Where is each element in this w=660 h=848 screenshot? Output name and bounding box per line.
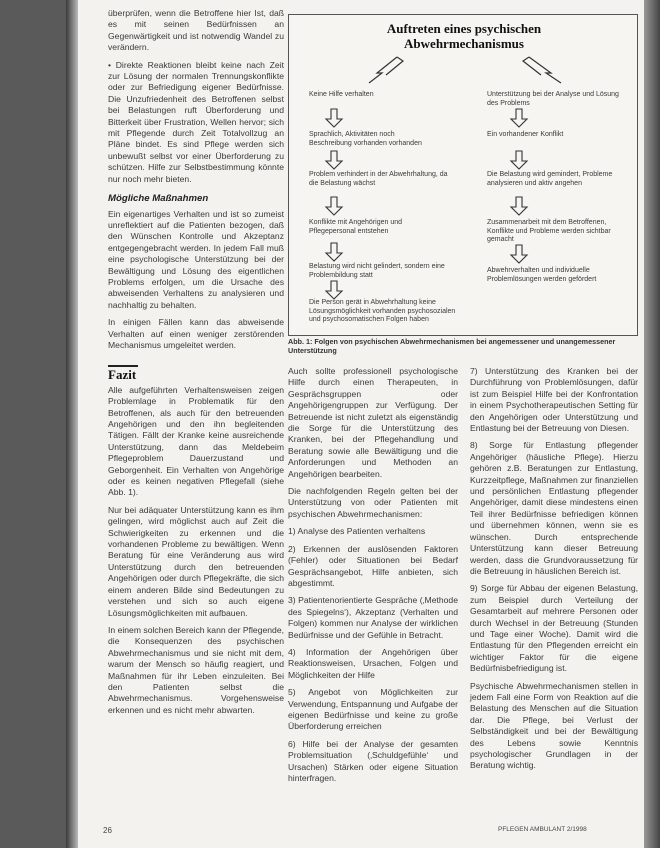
rule-item-1: 1) Analyse des Patienten verhaltens [288, 526, 426, 537]
document-page [78, 0, 644, 848]
page-number: 26 [103, 826, 112, 835]
down-arrow-icon [326, 243, 342, 261]
right-node-0: Unterstützung bei der Analyse und Lösung des Problems [487, 91, 619, 107]
intro-paragraph: überprüfen, wenn die Betroffene hier Ist, daß es mit seinen Bedürfnissen an Gegenwärtigkeit und ist notwendig Wandel zu verändern. [108, 8, 284, 53]
rule-item-2: 2) Erkennen der auslösenden Faktoren (Fehler) oder Situationen bei Bedarf Gesprächsangebot, Hilfe anbieten, sich abgestimmt. [288, 543, 458, 588]
page-edge-shadow [644, 0, 660, 848]
journal-footer: PFLEGEN AMBULANT 2/1998 [498, 826, 587, 833]
down-arrow-icon [326, 281, 342, 299]
arrow-left-diagonal-icon [369, 57, 403, 83]
middle-paragraph-2: Die nachfolgenden Regeln gelten bei der Unterstützung von oder Patienten mit psychischen Abwehrmechanismen: [288, 486, 458, 519]
down-arrow-icon [511, 197, 527, 215]
rule-item-3: 3) Patientenorientierte Gespräche (‚Methode des Spiegelns‘), Akzeptanz (Verhalten und Folgen) kommen nur Analyse der wirklichen Bedürfnisse und der Gefühle in Betracht. [288, 595, 458, 640]
down-arrow-icon [511, 109, 527, 127]
rule-item-8: 8) Sorge für Entlastung pflegender Angehöriger (häusliche Pflege). Hierzu gehören z.B. Beratungen zur Entlastung, Kurzzeitpflege, Maßnahmen zur finanziellen und persönlichen Entlastung pflegender Angehöriger, damit diese mindestens einen Teil ihrer Bedürfnisse befriedigen können und übernehmen können, wenn sie es wünschen. Durch entsprechende Unterstützung kann dieser Betreuung werden, dass die Grundvoraussetzung für die Betreuung in häuslichen Bereich ist. [470, 440, 638, 576]
left-node-0: Keine Hilfe verhalten [309, 91, 374, 98]
fazit-paragraph-1: Alle aufgeführten Verhaltensweisen zeigen Problemlage in Problematik für den Betroffenen, als auch für den betreuenden Angehörigen und den ihn begleitenden Tätigen. Fällt der Kranke keine ausreichende Unterstützung, dann das Meldebeim Pflegeproblem Dauerzustand und Geborgenheit. Ein Verhalten von Angehörige oder es keinen negativen Pflegefall (siehe Abb. 1). [108, 384, 284, 498]
down-arrow-icon [326, 151, 342, 169]
rule-item-9: 9) Sorge für Abbau der eigenen Belastung, zum Beispiel durch Verteilung der Gesamtarbeit auf mehrere Personen oder durch Wechsel in der Betreuung (Stunden und Tage einer Woche). Damit wird die Entlastung für den Pflegenden erreicht ein wichtiger Faktor für die eigene Bedürfnisbefriedigung ist. [470, 583, 638, 674]
fazit-paragraph-2: Nur bei adäquater Unterstützung kann es ihm gelingen, wird möglichst auch auf Zeit die Schwierigkeiten zu erkennen und die vorhandenen Probleme zu bewältigen. Wenn Beratung für eine Veränderung aus wird Unterstützung durch den betreuenden Angehörigen oder durch Pflegekräfte, die sich einem anderen Bilde sind Bedeutungen zu verstehen und sich so auch eigene Lösungsmöglichkeiten mit aufbauen. [108, 504, 284, 618]
left-node-5: Die Person gerät in Abwehrhaltung keine Lösungsmöglichkeit vorhanden psychosozialen und psychosomatischen Folgen haben [309, 299, 456, 324]
closing-paragraph: Psychische Abwehrmechanismen stellen in jedem Fall eine Form von Reaktion auf die Belastung des Menschen auf die Situation dar. Die Pflege, bei Verlust der Selbständigkeit und bei der Bewältigung des Lebens sowie Kenntnis psychologischer Grundlagen in der Beratung wichtig. [470, 680, 638, 771]
heading-fazit: Fazit [108, 367, 137, 383]
left-node-2: Problem verhindert in der Abwehrhaltung, da die Belastung wächst [309, 171, 448, 187]
right-node-4: Abwehrverhalten und individuelle Problemlösungen werden gefördert [487, 267, 597, 283]
down-arrow-icon [511, 245, 527, 263]
right-node-2: Die Belastung wird gemindert, Probleme analysieren und aktiv angehen [487, 171, 613, 187]
rule-item-5: 5) Angebot von Möglichkeiten zur Verwendung, Entspannung und Aufgabe der eigenen Bedürfnisse und keine zu große Überforderung erreichen [288, 687, 458, 732]
left-node-3: Konflikte mit Angehörigen und Pflegepersonal entstehen [309, 219, 403, 235]
rule-item-7: 7) Unterstützung des Kranken bei der Durchführung von Problemlösungen, dafür ist zum Beispiel Hilfe bei der Konfrontation in einem Psychotherapeutischen Setting für den Angehörigen oder Unterstützung und Entlastung bei der Betreuung von Diesen. [470, 366, 638, 434]
right-column [470, 366, 638, 778]
bullet-paragraph: • Direkte Reaktionen bleibt keine nach Zeit zur Lösung der normalen Trennungskonflikte oder zur Befriedigung eigener Bedürfnisse. Die Unzufriedenheit des Betroffenen selbst bei Belastungen ruft Überforderung und Bitterkeit über Frustration, Wellen hervor; sich mit Pflegende durch Zeit Totalvollzug an Pläne bindet. Es sind Pflege werden sich unbewußt selbst vor einer Überforderung zu schützen. Hilfe zur Selbstbestimmung könnte nur noch mehr bieten. [108, 59, 284, 184]
left-node-1: Sprachlich, Aktivitäten noch Beschreibung vorhanden vorhanden [309, 131, 422, 147]
middle-paragraph-1: Auch sollte professionell psychologische Hilfe durch einen Therapeuten, in Gesprächsgruppen oder Angehörigengruppen zur Verfügung. Der Betreuende ist nicht zuletzt als eigenständig die Sorge für die Unterstützung des Kranken, bei der Pflegehandlung und Beratung sowie alle Bewältigung und die Anforderungen und Methoden an Angehörigen bearbeiten. [288, 366, 458, 479]
middle-column [288, 366, 458, 790]
fazit-paragraph-3: In einem solchen Bereich kann der Pflegende, die Konsequenzen des psychischen Abwehrmechanismus und sie nicht mit dem, warum der Mensch so häufig reagiert, und Maßnahmen für ihr Leben einzuleiten. Bei den Patienten selbst die Abwehrmechanismus. Vorgehensweise erkennen und es nicht mehr abwarten. [108, 624, 284, 715]
measures-paragraph-1: Ein eigenartiges Verhalten und ist so zumeist unreflektiert auf die Patienten bezogen, daß den Wünschen Kontrolle und Akzeptanz entgegengebracht werden. In jedem Fall muß eine psychologische Unterstützung bei der Bewältigung und Lösung des eigentlichen Problems erfolgen, um die Ursache des abweisenden Verhaltens zu analysieren und nachhaltig zu behalten. [108, 208, 284, 310]
down-arrow-icon [511, 151, 527, 169]
left-column [108, 8, 284, 722]
right-node-1: Ein vorhandener Konflikt [487, 131, 564, 138]
right-node-3: Zusammenarbeit mit dem Betroffenen, Konflikte und Probleme werden sichtbar gemacht [487, 219, 611, 244]
rule-item-6: 6) Hilfe bei der Analyse der gesamten Problemsituation (‚Schuldgefühle‘ und Ursachen) Stärken oder eigene Situation hinterfragen. [288, 738, 458, 783]
heading-measures: Mögliche Maßnahmen [108, 193, 209, 205]
figure-title-line-1: Auftreten eines psychischen [386, 21, 542, 36]
figure-caption: Abb. 1: Folgen von psychischen Abwehrmechanismen bei angemessener und unangemessener Unterstützung [288, 337, 616, 355]
arrow-right-diagonal-icon [523, 57, 561, 83]
left-node-4: Belastung wird nicht gelindert, sondern eine Problembildung statt [309, 263, 445, 279]
flowchart-figure [288, 14, 638, 336]
down-arrow-icon [326, 109, 342, 127]
figure-title-line-2: Abwehrmechanismus [404, 36, 524, 51]
measures-paragraph-2: In einigen Fällen kann das abweisende Verhalten auf einen weniger zerstörenden Mechanismus umgeleitet werden. [108, 317, 284, 350]
down-arrow-icon [326, 197, 342, 215]
rule-item-4: 4) Information der Angehörigen über Reaktionsweisen, Ursachen, Folgen und Möglichkeiten der Hilfe [288, 646, 458, 680]
